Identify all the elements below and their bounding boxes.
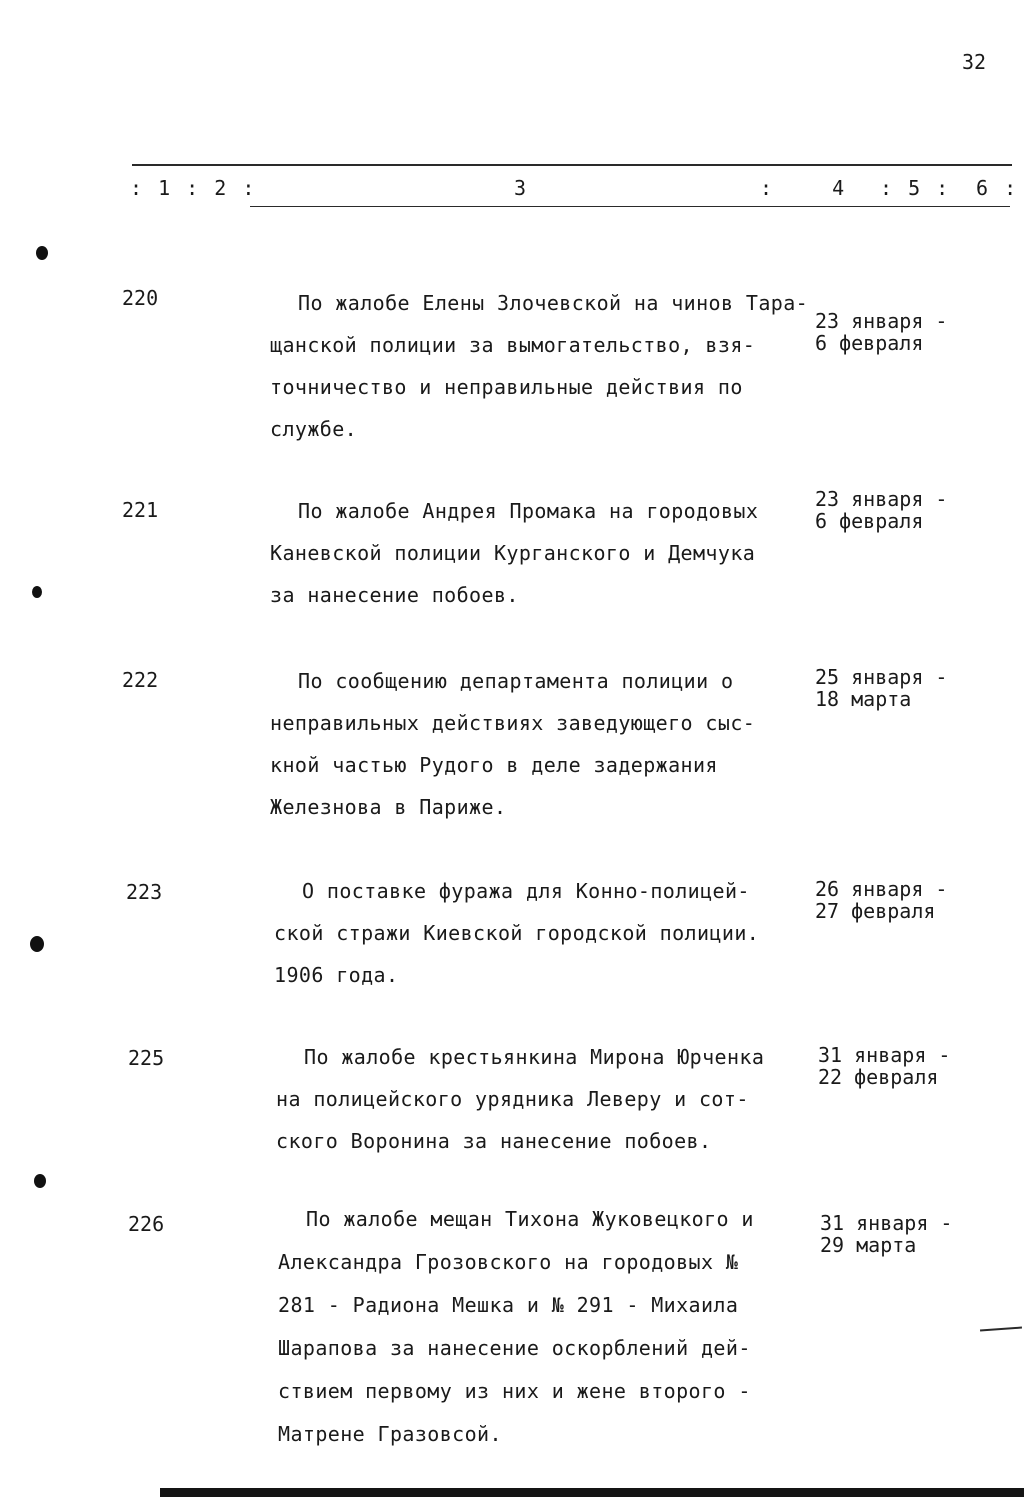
date-from: 26 января - [815,877,948,901]
entry-number: 226 [128,1212,165,1236]
entry-line: ского Воронина за нанесение побоев. [276,1129,712,1153]
entry-line: Каневской полиции Курганского и Демчука [270,541,756,565]
entry-number: 222 [122,668,159,692]
entry-line: По жалобе Андрея Промака на городовых [298,499,759,523]
page-number: 32 [962,50,987,74]
date-from: 25 января - [815,665,948,689]
margin-stroke [980,1327,1022,1332]
entry-line: щанской полиции за вымогательство, взя- [270,333,756,357]
entry-line: точничество и неправильные действия по [270,375,743,399]
entry-description [270,282,810,450]
entry-line: По жалобе крестьянкина Мирона Юрченка [304,1045,765,1069]
date-to: 29 марта [820,1233,917,1257]
entry-line: 1906 года. [274,963,399,987]
entry-dates [815,488,985,532]
entry-dates [820,1212,990,1256]
entry-line: По жалобе Елены Злочевской на чинов Тара- [298,291,809,315]
entry-dates [815,666,985,710]
punch-hole-mark [34,1174,46,1188]
entry-number: 225 [128,1046,165,1070]
date-to: 18 марта [815,687,912,711]
date-to: 6 февраля [815,509,924,533]
punch-hole-mark [36,246,48,260]
entry-description [276,1036,816,1162]
entry-description [274,870,814,996]
entry-line: кной частью Рудого в деле задержания [270,753,718,777]
date-to: 27 февраля [815,899,936,923]
entry-dates [815,878,985,922]
header-col-1-2: : 1 : 2 : [130,176,257,200]
entry-line: 281 - Радиона Мешка и № 291 - Михаила [278,1293,739,1317]
entry-description [270,660,810,828]
entry-line: По жалобе мещан Тихона Жуковецкого и [306,1207,754,1231]
date-from: 31 января - [818,1043,951,1067]
entry-line: Шарапова за нанесение оскорблений дей- [278,1336,751,1360]
punch-hole-mark [32,586,42,598]
header-top-rule [132,164,1012,166]
entry-line: По сообщению департамента полиции о [298,669,734,693]
header-col-6: 6 : [976,176,1019,200]
date-from: 23 января - [815,487,948,511]
date-from: 23 января - [815,309,948,333]
bottom-edge [160,1488,1024,1497]
date-to: 6 февраля [815,331,924,355]
entry-line: на полицейского урядника Леверу и сот- [276,1087,749,1111]
entry-dates [815,310,985,354]
entry-line: ствием первому из них и жене второго - [278,1379,751,1403]
entry-line: Александра Грозовского на городовых № [278,1250,739,1274]
punch-hole-mark [30,936,44,952]
entry-line: службе. [270,417,358,441]
entry-number: 223 [126,880,163,904]
header-bottom-rule [250,206,1010,207]
header-col-3: 3 [514,176,529,200]
entry-number: 221 [122,498,159,522]
header-col-5: : 5 : [880,176,951,200]
entry-number: 220 [122,286,159,310]
date-to: 22 февраля [818,1065,939,1089]
entry-line: ской стражи Киевской городской полиции. [274,921,760,945]
entry-line: неправильных действиях заведующего сыс- [270,711,756,735]
entry-description [278,1198,818,1456]
entry-line: Матрене Гразовсой. [278,1422,502,1446]
entry-line: О поставке фуража для Конно-полицей- [302,879,750,903]
entry-dates [818,1044,988,1088]
entry-line: за нанесение побоев. [270,583,519,607]
header-col-4: : 4 [760,176,869,200]
date-from: 31 января - [820,1211,953,1235]
entry-line: Железнова в Париже. [270,795,507,819]
entry-description [270,490,810,616]
